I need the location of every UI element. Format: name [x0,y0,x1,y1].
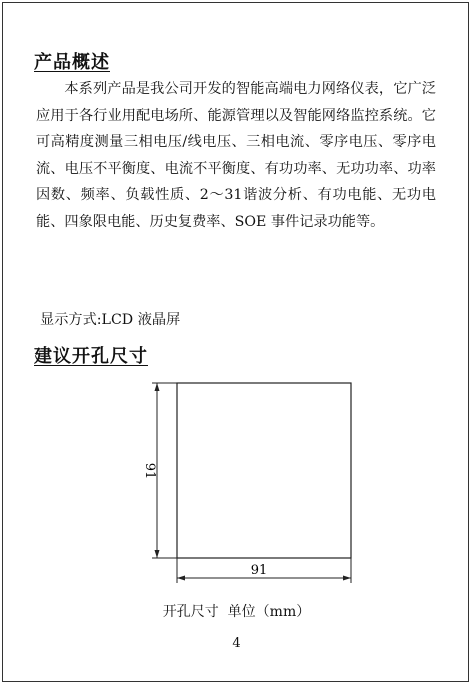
width-arrow-right [343,576,351,581]
section-title-overview: 产品概述 [34,52,110,73]
diagram-caption: 开孔尺寸 单位（mm） [162,604,311,620]
width-arrow-left [177,576,185,581]
height-arrow-bottom [155,550,160,558]
display-mode-text: 显示方式:LCD 液晶屏 [40,312,181,328]
height-arrow-top [155,383,160,391]
width-label: 91 [250,563,268,578]
height-label: 91 [142,462,157,480]
cutout-square [177,383,351,558]
overview-text: 本系列产品是我公司开发的智能高端电力网络仪表，它广泛应用于各行业用配电场所、能源管理以及智能网络监控系统。它可高精度测量三相电压/线电压、三相电流、零序电压、零序电流、电压不平衡度、电流不平衡度、有功功率、无功功率、功率因数、频率、负载性质、2～31谐波分析、有功电能、无功电能、四象限电能、历史复费率、SOE 事件记录功能等。 [36,81,436,230]
section-title-cutout: 建议开孔尺寸 [34,346,148,367]
page-number: 4 [232,636,241,651]
